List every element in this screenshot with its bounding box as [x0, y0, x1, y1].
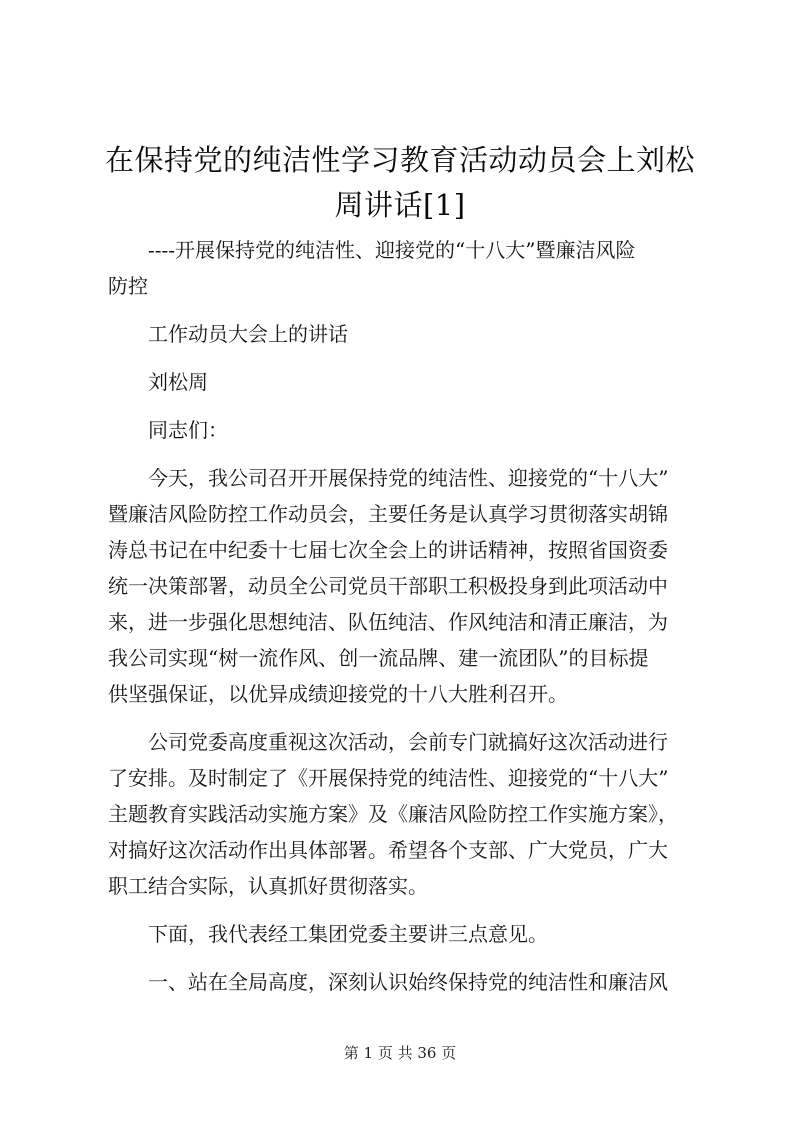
subtitle-line-1: ----开展保持党的纯洁性、迎接党的“十八大”暨廉洁风险 [148, 238, 636, 262]
paragraph-line: 来，进一步强化思想纯洁、队伍纯洁、作风纯洁和清正廉洁，为 [108, 610, 668, 634]
page-number-label: 第 1 页 共 36 页 [343, 1044, 457, 1062]
subtitle-continuation [108, 268, 698, 304]
paragraph-line: 供坚强保证，以优异成绩迎接党的十八大胜利召开。 [108, 682, 568, 706]
subtitle-second-part [108, 316, 698, 352]
subtitle-line-3: 工作动员大会上的讲话 [148, 322, 348, 346]
paragraph-line: 今天，我公司召开开展保持党的纯洁性、迎接党的“十八大” [148, 466, 669, 490]
page-footer [0, 1042, 800, 1063]
paragraph-line: 对搞好这次活动作出具体部署。希望各个支部、广大党员，广大 [108, 838, 668, 862]
paragraph-line: 公司党委高度重视这次活动，会前专门就搞好这次活动进行 [148, 730, 668, 754]
paragraph-line: 一、站在全局高度，深刻认识始终保持党的纯洁性和廉洁风 [148, 970, 668, 994]
title-line-1: 在保持党的纯洁性学习教育活动动员会上刘松 [104, 143, 695, 177]
speaker-name: 刘松周 [148, 370, 208, 394]
paragraph-1 [108, 460, 698, 712]
salutation: 同志们： [148, 418, 228, 442]
paragraph-line: 我公司实现“树一流作风、创一流品牌、建一流团队”的目标提 [108, 646, 649, 670]
paragraph-2 [108, 724, 698, 904]
paragraph-line: 职工结合实际，认真抓好贯彻落实。 [108, 874, 428, 898]
paragraph-3 [108, 916, 698, 952]
document-title [100, 138, 700, 228]
paragraph-line: 涛总书记在中纪委十七届七次全会上的讲话精神，按照省国资委 [108, 538, 668, 562]
paragraph-4 [108, 964, 698, 1000]
subtitle-line-2: 防控 [108, 274, 148, 298]
paragraph-line: 了安排。及时制定了《开展保持党的纯洁性、迎接党的“十八大” [108, 766, 669, 790]
document-body [108, 232, 698, 1012]
subtitle [108, 232, 698, 268]
paragraph-line: 主题教育实践活动实施方案》及《廉洁风险防控工作实施方案》， [108, 802, 678, 826]
paragraph-line: 暨廉洁风险防控工作动员会，主要任务是认真学习贯彻落实胡锦 [108, 502, 668, 526]
paragraph-line: 下面，我代表经工集团党委主要讲三点意见。 [148, 922, 548, 946]
paragraph-line: 统一决策部署，动员全公司党员干部职工积极投身到此项活动中 [108, 574, 668, 598]
title-line-2: 周讲话[1] [334, 188, 466, 222]
